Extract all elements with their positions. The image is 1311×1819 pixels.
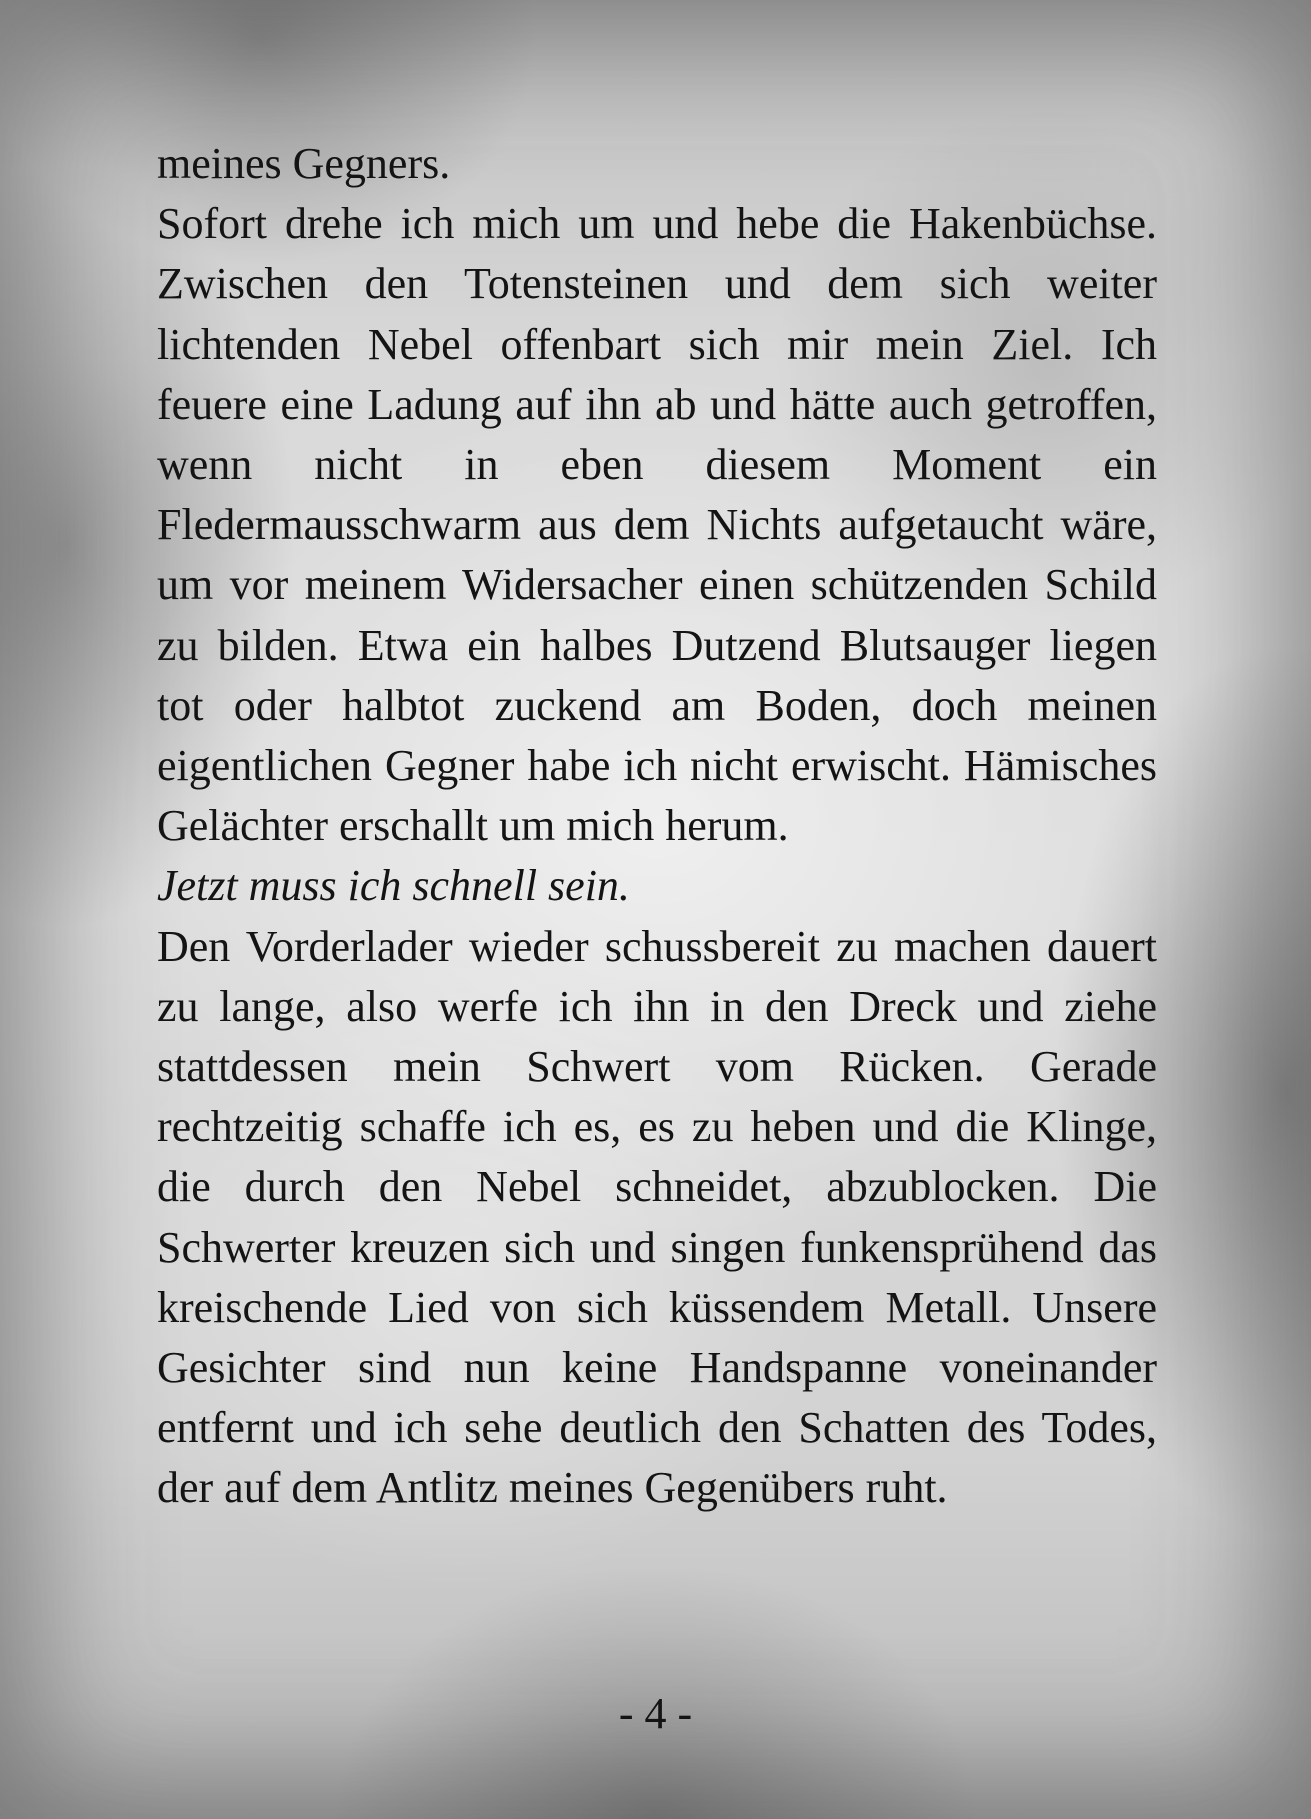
paragraph-2: Sofort drehe ich mich um und hebe die Hakenbüchse. Zwischen den Totensteinen und dem sich weiter lichtenden Nebel offenbart sich mir mein Ziel. Ich feuere eine Ladung auf ihn ab und hätte auch getroffen, wenn nicht in eben diesem Moment ein Fledermausschwarm aus dem Nichts aufgetaucht wäre, um vor meinem Widersacher einen schützenden Schild zu bilden. Etwa ein halbes Dutzend Blutsauger liegen tot oder halbtot zuckend am Boden, doch meinen eigentlichen Gegner habe ich nicht erwischt. Hämisches Gelächter erschallt um mich herum. bbox=[157, 199, 1157, 851]
body-text bbox=[157, 134, 1157, 1519]
page-number: - 4 - bbox=[618, 1689, 693, 1738]
paragraph-4: Den Vorderlader wieder schussbereit zu machen dauert zu lange, also werfe ich ihn in den Dreck und ziehe stattdessen mein Schwert vom Rücken. Gerade rechtzeitig schaffe ich es, es zu heben und die Klinge, die durch den Nebel schneidet, abzublocken. Die Schwerter kreuzen sich und singen funkensprühend das kreischende Lied von sich küssendem Metall. Unsere Gesichter sind nun keine Handspanne voneinander entfernt und ich sehe deutlich den Schatten des Todes, der auf dem Antlitz meines Gegenübers ruht. bbox=[157, 921, 1157, 1513]
paragraph-1: meines Gegners. bbox=[157, 139, 451, 188]
paragraph-3-italic: Jetzt muss ich schnell sein. bbox=[157, 861, 630, 911]
